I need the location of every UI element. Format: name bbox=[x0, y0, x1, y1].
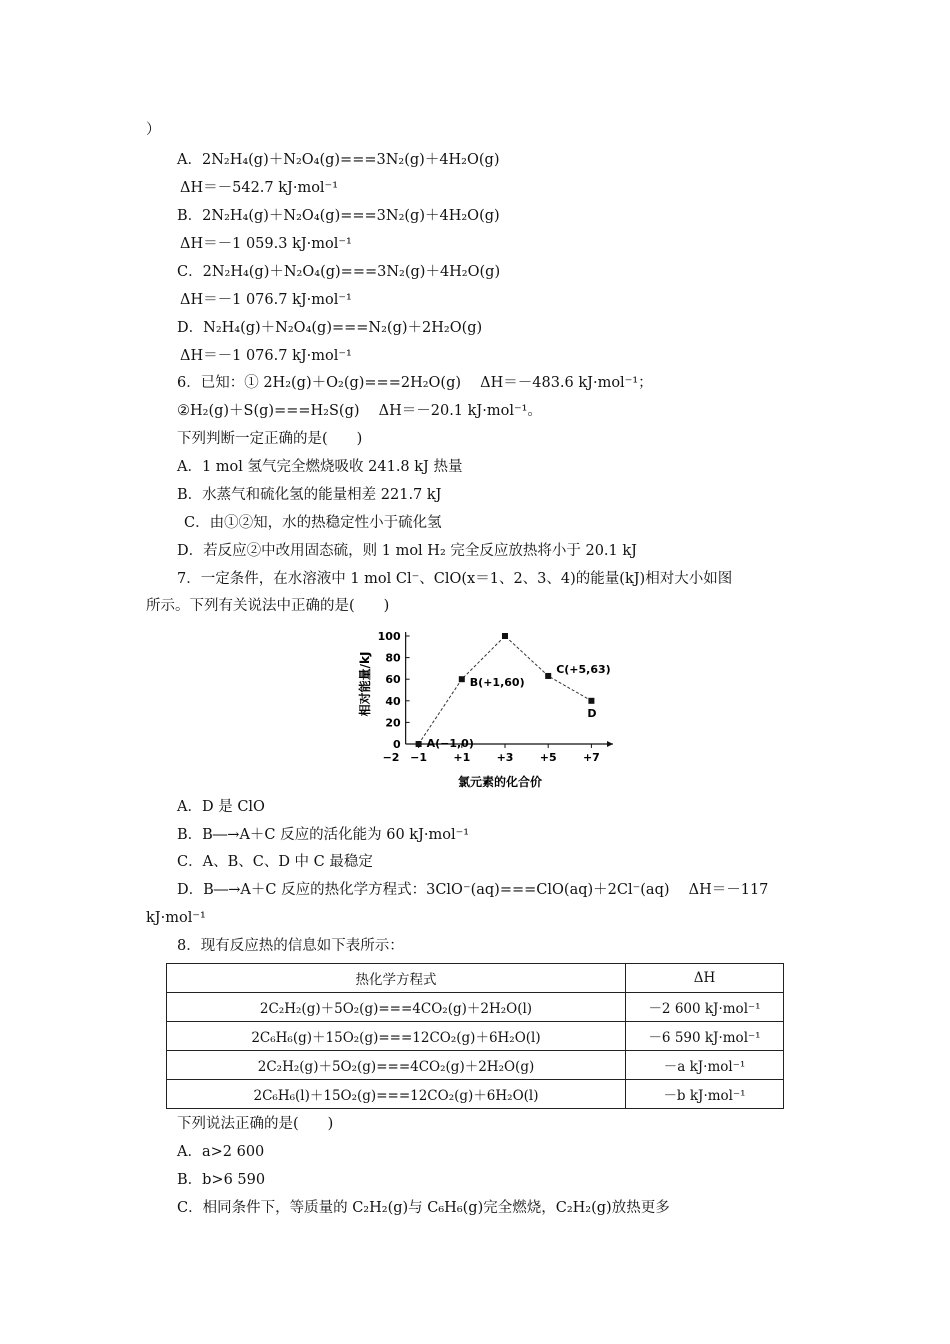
question-7-option-a: A．D 是 ClO bbox=[177, 799, 265, 815]
chart-series bbox=[416, 633, 611, 750]
question-6-reaction-2: ②H₂(g)＋S(g)===H₂S(g) ΔH＝－20.1 kJ·mol⁻¹。 bbox=[177, 403, 542, 419]
question-8-option-c: C．相同条件下，等质量的 C₂H₂(g)与 C₆H₆(g)完全燃烧，C₂H₂(g)放热更多 bbox=[177, 1200, 670, 1216]
question-7-option-c: C．A、B、C、D 中 C 最稳定 bbox=[177, 854, 373, 870]
y-tick-label: 40 bbox=[385, 694, 401, 708]
option-b-enthalpy: ΔH＝－1 059.3 kJ·mol⁻¹ bbox=[180, 236, 352, 252]
data-label: B(+1,60) bbox=[469, 676, 525, 690]
question-6-option-a: A．1 mol 氢气完全燃烧吸收 241.8 kJ 热量 bbox=[177, 459, 463, 475]
question-7-option-b: B．B―→A＋C 反应的活化能为 60 kJ·mol⁻¹ bbox=[177, 827, 470, 843]
y-tick-label: 100 bbox=[377, 630, 401, 643]
data-point bbox=[545, 673, 551, 679]
question-6-prompt: 下列判断一定正确的是( ) bbox=[177, 431, 363, 447]
y-tick-label: 60 bbox=[385, 673, 401, 687]
x-tick-label: +1 bbox=[453, 751, 471, 764]
table-row bbox=[167, 1022, 784, 1051]
table-header-row bbox=[167, 964, 784, 993]
x-tick-label: −2 bbox=[382, 751, 400, 764]
question-6-option-b: B．水蒸气和硫化氢的能量相差 221.7 kJ bbox=[177, 487, 442, 503]
text-line: ） bbox=[146, 122, 161, 138]
table-row bbox=[167, 1080, 784, 1109]
table-header-enthalpy: ΔH bbox=[626, 964, 784, 993]
x-tick-label: +3 bbox=[496, 751, 514, 764]
question-6-option-c: C．由①②知，水的热稳定性小于硫化氢 bbox=[184, 515, 442, 531]
option-a-enthalpy: ΔH＝－542.7 kJ·mol⁻¹ bbox=[180, 180, 339, 196]
question-7-stem: 7．一定条件，在水溶液中 1 mol Cl⁻、ClO(x＝1、2、3、4)的能量(kJ)相对大小如图 bbox=[177, 571, 733, 587]
data-point bbox=[588, 698, 594, 704]
table-row bbox=[167, 1051, 784, 1080]
question-7-option-d-cont: kJ·mol⁻¹ bbox=[146, 910, 206, 926]
data-point bbox=[416, 741, 422, 747]
table-header-equation: 热化学方程式 bbox=[167, 964, 626, 993]
option-c-equation: C．2N₂H₄(g)＋N₂O₄(g)===3N₂(g)＋4H₂O(g) bbox=[177, 264, 501, 280]
table-cell: 2C₆H₆(g)＋15O₂(g)===12CO₂(g)＋6H₂O(l) bbox=[167, 1022, 626, 1051]
question-7-option-d: D．B―→A＋C 反应的热化学方程式：3ClO⁻(aq)===ClO(aq)＋2Cl⁻(aq) ΔH＝－117 bbox=[177, 882, 769, 898]
data-label: C(+5,63) bbox=[556, 662, 611, 676]
question-6-option-d: D．若反应②中改用固态硫，则 1 mol H₂ 完全反应放热将小于 20.1 kJ bbox=[177, 543, 637, 559]
data-point bbox=[459, 676, 465, 682]
question-8-option-b: B．b>6 590 bbox=[177, 1172, 266, 1188]
question-8-prompt: 下列说法正确的是( ) bbox=[177, 1116, 334, 1132]
x-tick-label: −1 bbox=[410, 751, 428, 764]
x-tick-label: +5 bbox=[539, 751, 557, 764]
question-6-stem: 6．已知：① 2H₂(g)＋O₂(g)===2H₂O(g) ΔH＝－483.6 kJ·mol⁻¹； bbox=[177, 375, 653, 391]
table-cell: 2C₂H₂(g)＋5O₂(g)===4CO₂(g)＋2H₂O(l) bbox=[167, 993, 626, 1022]
option-a-equation: A．2N₂H₄(g)＋N₂O₄(g)===3N₂(g)＋4H₂O(g) bbox=[177, 152, 500, 168]
option-d-enthalpy: ΔH＝－1 076.7 kJ·mol⁻¹ bbox=[180, 348, 352, 364]
x-axis-arrow bbox=[607, 741, 613, 747]
data-point bbox=[502, 633, 508, 639]
table-cell: 2C₆H₆(l)＋15O₂(g)===12CO₂(g)＋6H₂O(l) bbox=[167, 1080, 626, 1109]
x-tick-label: +7 bbox=[582, 751, 600, 764]
y-axis-label: 相对能量/kJ bbox=[358, 651, 372, 717]
y-tick-label: 0 bbox=[392, 738, 401, 751]
option-d-equation: D．N₂H₄(g)＋N₂O₄(g)===N₂(g)＋2H₂O(g) bbox=[177, 320, 483, 336]
question-8-option-a: A．a>2 600 bbox=[177, 1144, 265, 1160]
table-cell: －b kJ·mol⁻¹ bbox=[626, 1080, 784, 1109]
table-cell: －a kJ·mol⁻¹ bbox=[626, 1051, 784, 1080]
option-c-enthalpy: ΔH＝－1 076.7 kJ·mol⁻¹ bbox=[180, 292, 352, 308]
data-label: D bbox=[587, 706, 597, 720]
y-tick-label: 80 bbox=[385, 651, 401, 665]
table-cell: －2 600 kJ·mol⁻¹ bbox=[626, 993, 784, 1022]
energy-chart bbox=[355, 624, 615, 794]
table-row bbox=[167, 993, 784, 1022]
question-7-stem-cont: 所示。下列有关说法中正确的是( ) bbox=[146, 598, 390, 614]
chart-axes bbox=[406, 632, 613, 747]
y-tick-label: 20 bbox=[385, 716, 401, 730]
table-cell: －6 590 kJ·mol⁻¹ bbox=[626, 1022, 784, 1051]
question-8-stem: 8．现有反应热的信息如下表所示： bbox=[177, 938, 404, 954]
table-cell: 2C₂H₂(g)＋5O₂(g)===4CO₂(g)＋2H₂O(g) bbox=[167, 1051, 626, 1080]
option-b-equation: B．2N₂H₄(g)＋N₂O₄(g)===3N₂(g)＋4H₂O(g) bbox=[177, 208, 500, 224]
data-label: A(−1,0) bbox=[426, 737, 474, 750]
reaction-heat-table bbox=[166, 963, 784, 1109]
series-line bbox=[419, 636, 592, 744]
x-axis-label: 氯元素的化合价 bbox=[457, 775, 543, 789]
